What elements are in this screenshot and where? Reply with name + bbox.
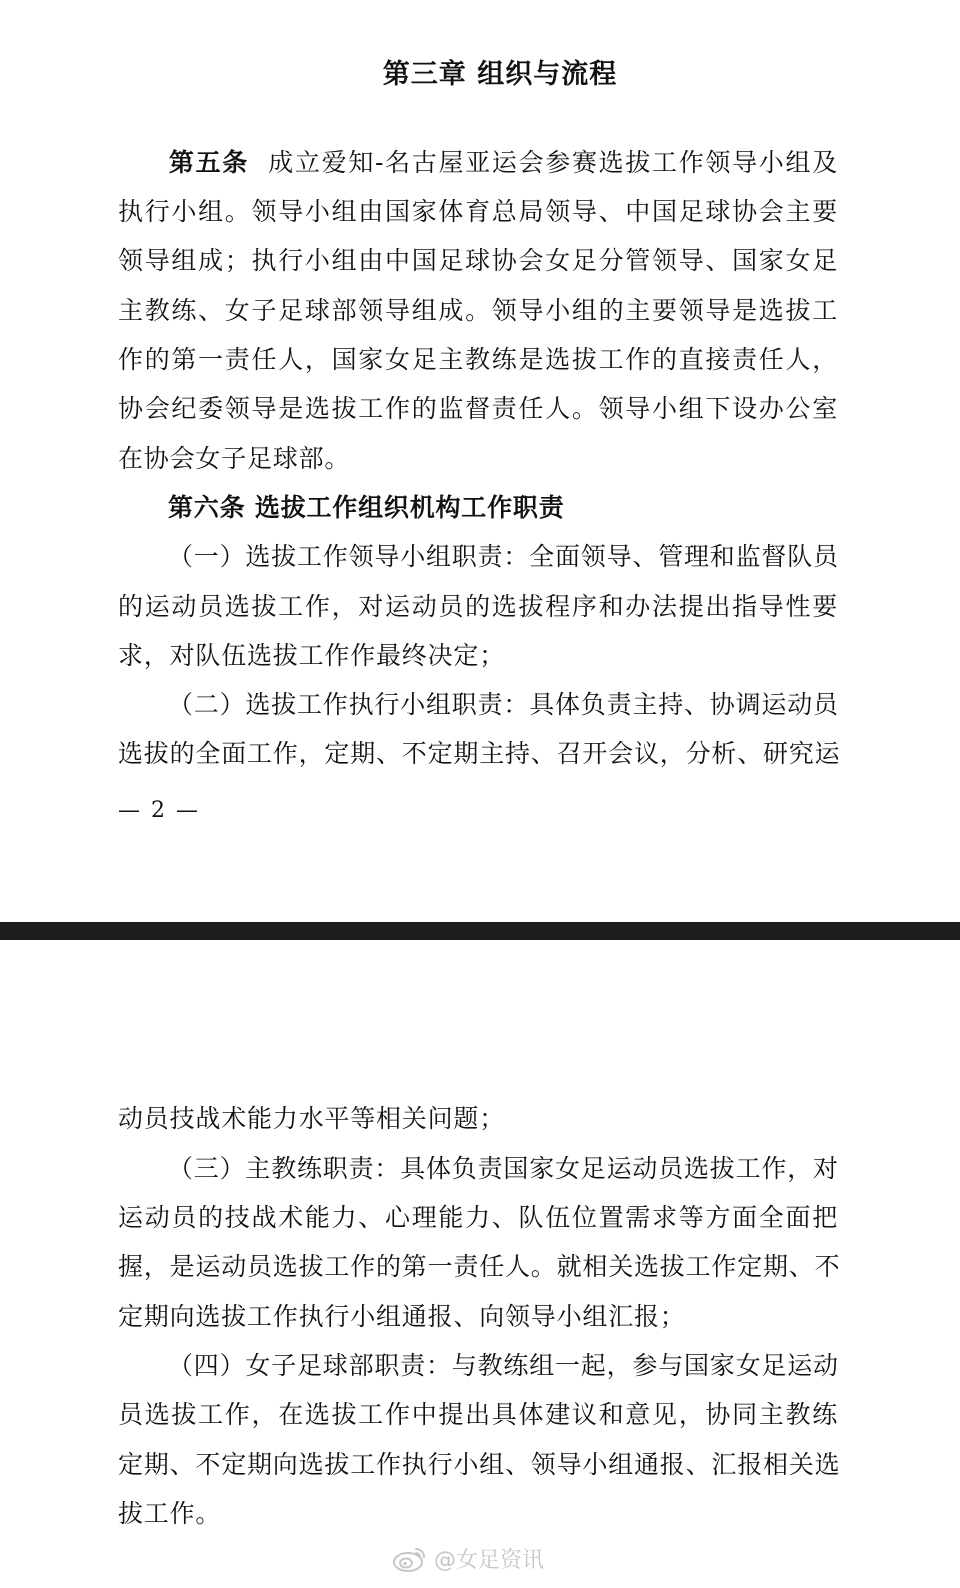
weibo-logo-icon [392, 1543, 428, 1573]
page-divider [0, 922, 960, 940]
paragraph-line: 在协会女子足球部。 [118, 444, 351, 473]
paragraph-line: 握，是运动员选拔工作的第一责任人。就相关选拔工作定期、不 [118, 1252, 841, 1281]
paragraph-line: 作的第一责任人，国家女足主教练是选拔工作的直接责任人， [118, 345, 838, 374]
paragraph-line: 定期向选拔工作执行小组通报、向领导小组汇报； [118, 1302, 686, 1331]
paragraph-line: （二）选拔工作执行小组职责：具体负责主持、协调运动员 [168, 690, 839, 719]
paragraph-line: 选拔的全面工作，定期、不定期主持、召开会议，分析、研究运 [118, 739, 841, 768]
article-5-heading: 第五条 [168, 148, 249, 177]
paragraph-line: 员选拔工作，在选拔工作中提出具体建议和意见，协同主教练 [118, 1400, 838, 1429]
paragraph-line: （三）主教练职责：具体负责国家女足运动员选拔工作，对 [168, 1154, 839, 1183]
article-5-line-1 [118, 150, 838, 175]
paragraph-line: 动员技战术能力水平等相关问题； [118, 1104, 506, 1133]
article-5-text: 成立爱知-名古屋亚运会参赛选拔工作领导小组及 [268, 148, 838, 177]
paragraph-line: （四）女子足球部职责：与教练组一起，参与国家女足运动 [168, 1351, 839, 1380]
article-6-heading: 第六条 选拔工作组织机构工作职责 [168, 493, 565, 522]
paragraph-line: 运动员的技战术能力、心理能力、队伍位置需求等方面全面把 [118, 1203, 838, 1232]
paragraph-line: 的运动员选拔工作，对运动员的选拔程序和办法提出指导性要 [118, 592, 838, 621]
paragraph-line: 求，对队伍选拔工作作最终决定； [118, 641, 506, 670]
paragraph-line: 执行小组。领导小组由国家体育总局领导、中国足球协会主要 [118, 197, 838, 226]
paragraph-line: 拔工作。 [118, 1499, 222, 1528]
paragraph-line: 协会纪委领导是选拔工作的监督责任人。领导小组下设办公室 [118, 394, 838, 423]
paragraph-line: 主教练、女子足球部领导组成。领导小组的主要领导是选拔工 [118, 296, 838, 325]
chapter-title: 第三章 组织与流程 [382, 59, 618, 90]
paragraph-line: 领导组成；执行小组由中国足球协会女足分管领导、国家女足 [118, 246, 838, 275]
paragraph-line: 定期、不定期向选拔工作执行小组、领导小组通报、汇报相关选 [118, 1450, 841, 1479]
paragraph-line: （一）选拔工作领导小组职责：全面领导、管理和监督队员 [168, 542, 839, 571]
watermark [392, 1538, 544, 1578]
watermark-text: @女足资讯 [434, 1547, 545, 1573]
page-number: — 2 — [118, 798, 200, 823]
